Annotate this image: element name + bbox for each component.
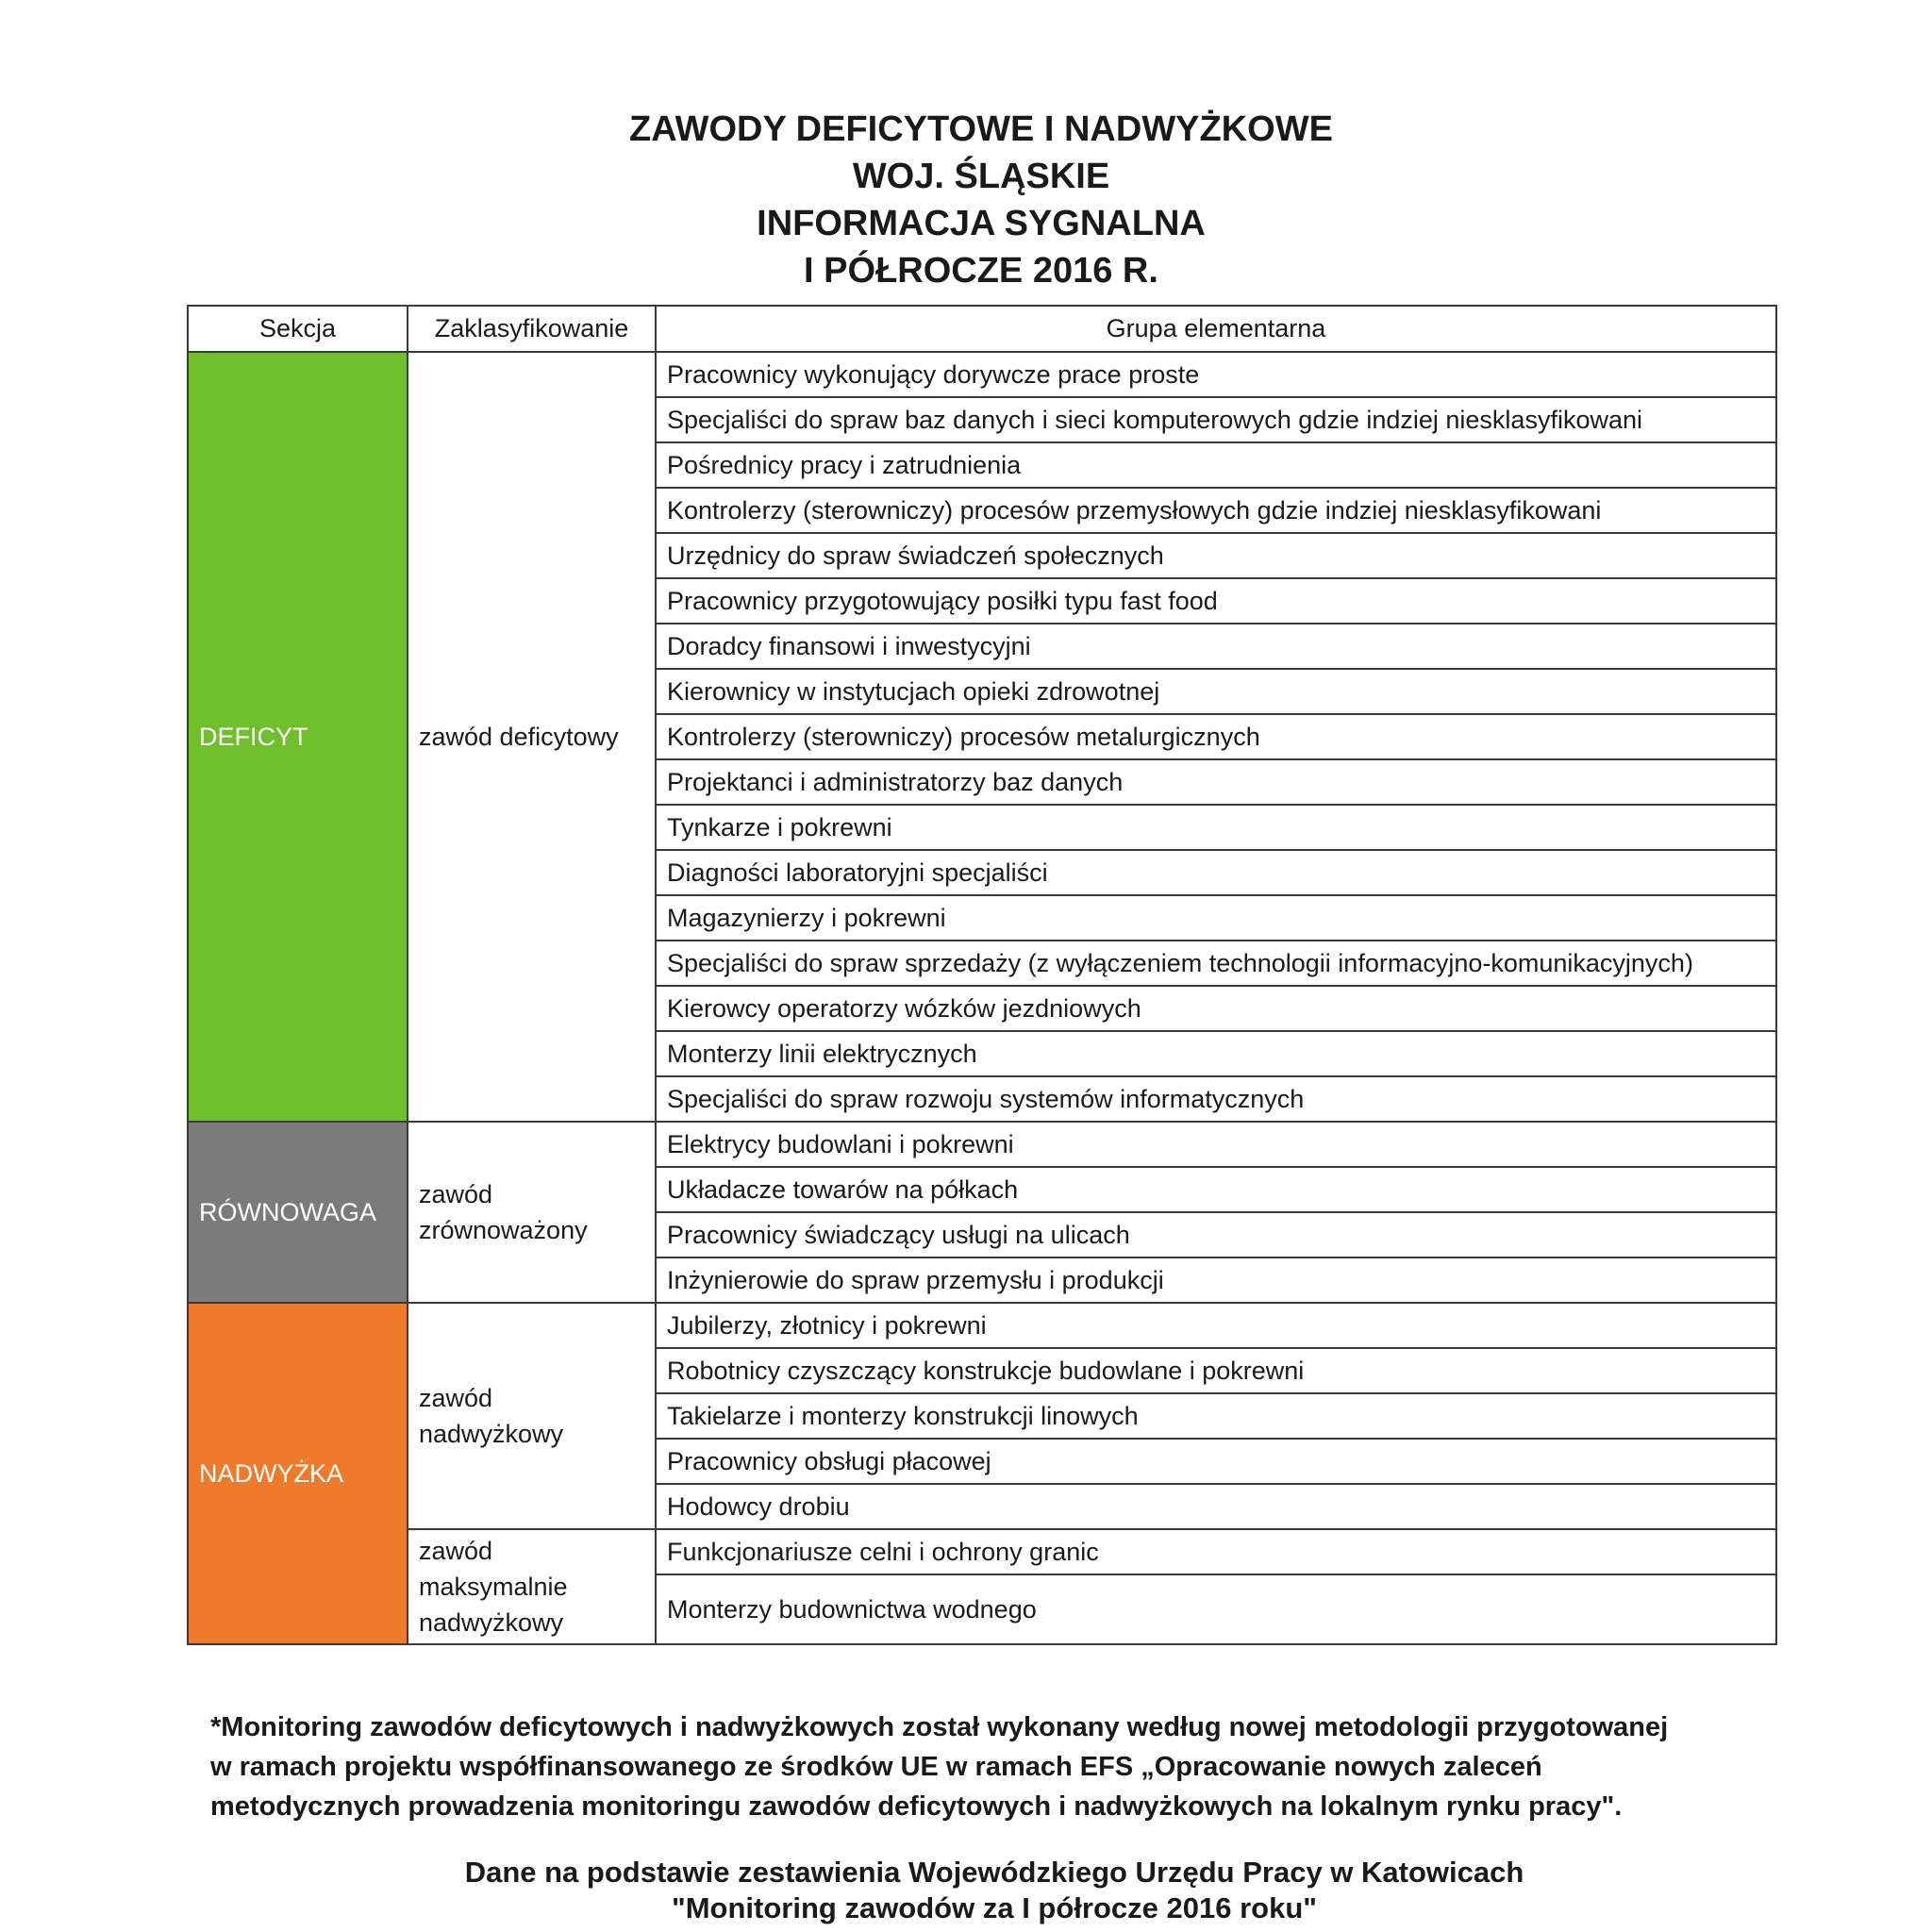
group-cell: Kierownicy w instytucjach opieki zdrowotnej: [656, 669, 1776, 714]
header-zaklasyfikowanie: Zaklasyfikowanie: [408, 306, 656, 352]
group-cell: Doradcy finansowi i inwestycyjni: [656, 624, 1776, 669]
classification-cell: [408, 1303, 656, 1529]
group-cell: Kontrolerzy (sterowniczy) procesów przemysłowych gdzie indziej niesklasyfikowani: [656, 488, 1776, 533]
section-cell: RÓWNOWAGA: [188, 1122, 408, 1303]
occupations-table: [187, 305, 1777, 1645]
group-cell: Funkcjonariusze celni i ochrony granic: [656, 1529, 1776, 1574]
title-line: I PÓŁROCZE 2016 R.: [804, 251, 1158, 291]
group-cell: Jubilerzy, złotnicy i pokrewni: [656, 1303, 1776, 1348]
group-cell: Urzędnicy do spraw świadczeń społecznych: [656, 533, 1776, 578]
classification-label: zawód nadwyżkowy: [419, 1384, 564, 1448]
note-line: *Monitoring zawodów deficytowych i nadwyżkowych został wykonany według nowej metodologii przygotowanej: [210, 1712, 1669, 1742]
group-cell: Pracownicy świadczący usługi na ulicach: [656, 1212, 1776, 1257]
table-row: [188, 1122, 1776, 1167]
classification-cell: [408, 1122, 656, 1303]
group-cell: Układacze towarów na półkach: [656, 1167, 1776, 1212]
source-line: "Monitoring zawodów za I półrocze 2016 roku": [672, 1891, 1317, 1924]
group-cell: Pracownicy wykonujący dorywcze prace proste: [656, 352, 1776, 397]
group-cell: Magazynierzy i pokrewni: [656, 895, 1776, 941]
group-cell: Projektanci i administratorzy baz danych: [656, 759, 1776, 805]
group-cell: Diagności laboratoryjni specjaliści: [656, 850, 1776, 895]
group-cell: Specjaliści do spraw rozwoju systemów informatycznych: [656, 1076, 1776, 1122]
section-cell: NADWYŻKA: [188, 1303, 408, 1644]
group-cell: Takielarze i monterzy konstrukcji linowych: [656, 1393, 1776, 1439]
header-grupa-elementarna: Grupa elementarna: [656, 306, 1776, 352]
classification-cell: [408, 1529, 656, 1644]
group-cell: Pracownicy obsługi płacowej: [656, 1439, 1776, 1484]
source-line: Dane na podstawie zestawienia Wojewódzkiego Urzędu Pracy w Katowicach: [464, 1856, 1524, 1889]
table-body: [188, 352, 1776, 1644]
group-cell: Specjaliści do spraw sprzedaży (z wyłączeniem technologii informacyjno-komunikacyjnych): [656, 941, 1776, 986]
document-title: [0, 106, 1932, 294]
group-cell: Tynkarze i pokrewni: [656, 805, 1776, 850]
note-line: metodycznych prowadzenia monitoringu zawodów deficytowych i nadwyżkowych na lokalnym rynku pracy".: [210, 1791, 1623, 1822]
group-cell: Pracownicy przygotowujący posiłki typu fast food: [656, 578, 1776, 624]
table-row: [188, 1529, 1776, 1574]
group-cell: Kierowcy operatorzy wózków jezdniowych: [656, 986, 1776, 1031]
header-sekcja: Sekcja: [188, 306, 408, 352]
group-cell: Monterzy budownictwa wodnego: [656, 1574, 1776, 1644]
table-row: [188, 1303, 1776, 1348]
data-source: [0, 1855, 1932, 1926]
group-cell: Pośrednicy pracy i zatrudnienia: [656, 442, 1776, 488]
group-cell: Specjaliści do spraw baz danych i sieci komputerowych gdzie indziej niesklasyfikowani: [656, 397, 1776, 442]
table-row: [188, 352, 1776, 397]
section-cell: DEFICYT: [188, 352, 408, 1122]
group-cell: Elektrycy budowlani i pokrewni: [656, 1122, 1776, 1167]
title-line: INFORMACJA SYGNALNA: [757, 204, 1206, 243]
classification-cell: [408, 352, 656, 1122]
table-header-row: [188, 306, 1776, 352]
group-cell: Robotnicy czyszczący konstrukcje budowlane i pokrewni: [656, 1348, 1776, 1393]
group-cell: Hodowcy drobiu: [656, 1484, 1776, 1529]
group-cell: Monterzy linii elektrycznych: [656, 1031, 1776, 1076]
group-cell: Kontrolerzy (sterowniczy) procesów metalurgicznych: [656, 714, 1776, 759]
methodology-note: [210, 1707, 1814, 1826]
title-line: ZAWODY DEFICYTOWE I NADWYŻKOWE: [629, 109, 1333, 149]
title-line: WOJ. ŚLĄSKIE: [852, 157, 1110, 196]
note-line: w ramach projektu współfinansowanego ze środków UE w ramach EFS „Opracowanie nowych zaleceń: [210, 1752, 1542, 1782]
classification-label: zawód deficytowy: [419, 723, 619, 751]
classification-label: zawód maksymalnie nadwyżkowy: [419, 1537, 568, 1637]
classification-label: zawód zrównoważony: [419, 1180, 588, 1244]
group-cell: Inżynierowie do spraw przemysłu i produkcji: [656, 1257, 1776, 1303]
